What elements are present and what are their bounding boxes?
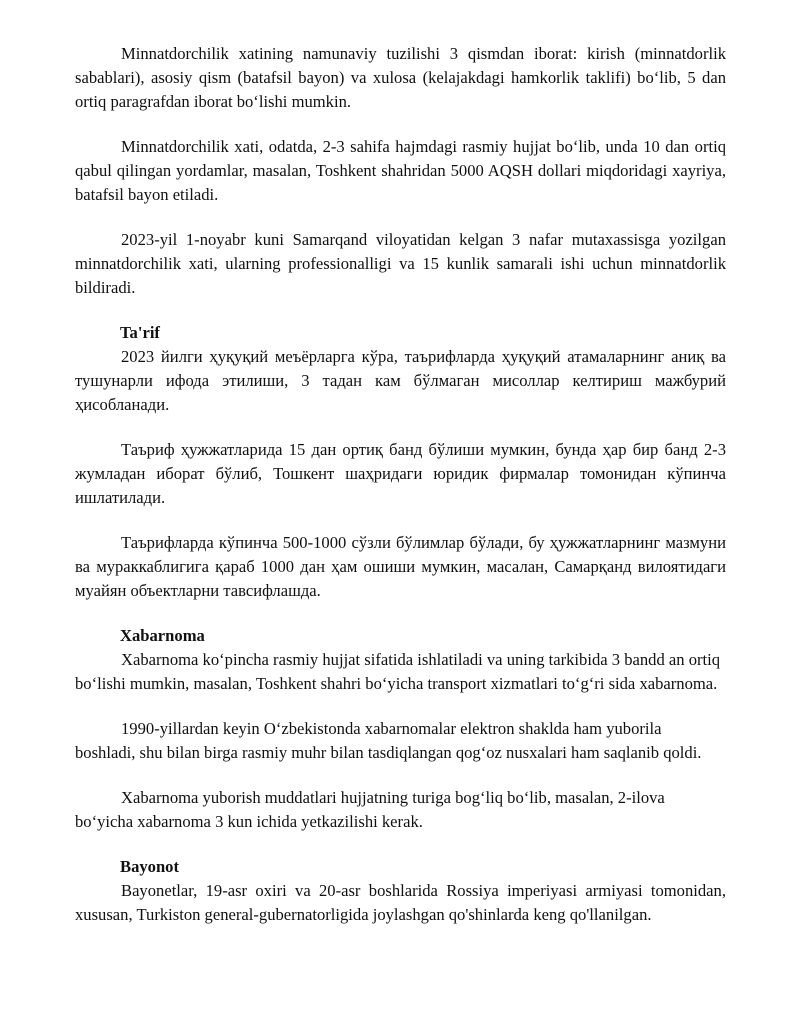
section-heading-bayonot: Bayonot xyxy=(120,857,180,876)
xabarnoma-paragraph-2: 1990-yillardan keyin O‘zbekistonda xabarnomalar elektron shaklda ham yuborila boshladi, shu bilan birga rasmiy muhr bilan tasdiqlangan qog‘oz nusxalari ham saqlanib qoldi. xyxy=(75,719,702,762)
xabarnoma-paragraph-3: Xabarnoma yuborish muddatlari hujjatning turiga bog‘liq bo‘lib, masalan, 2-ilova bo‘yicha xabarnoma 3 kun ichida yetkazilishi kerak. xyxy=(75,788,665,831)
intro-paragraph-3: 2023-yil 1-noyabr kuni Samarqand viloyatidan kelgan 3 nafar mutaxassisga yozilgan minnatdorchilik xati, ularning professionalligi va 15 kunlik samarali ishi uchun minnatdorlik bildiradi. xyxy=(75,230,726,297)
tarif-paragraph-3: Таърифларда кўпинча 500-1000 сўзли бўлимлар бўлади, бу ҳужжатларнинг мазмуни ва мураккаблигига қараб 1000 дан ҳам ошиши мумкин, масалан, Самарқанд вилоятидаги муайян объектларни тавсифлашда. xyxy=(75,533,726,600)
xabarnoma-paragraph-1: Xabarnoma ko‘pincha rasmiy hujjat sifatida ishlatiladi va uning tarkibida 3 bandd an ortiq bo‘lishi mumkin, masalan, Toshkent shahri bo‘yicha transport xizmatlari to‘g‘ri sida xabarnoma. xyxy=(75,650,721,693)
section-heading-xabarnoma: Xabarnoma xyxy=(120,626,205,645)
tarif-paragraph-2: Таъриф ҳужжатларида 15 дан ортиқ банд бўлиши мумкин, бунда ҳар бир банд 2-3 жумладан иборат бўлиб, Тошкент шаҳридаги юридик фирмалар томонидан кўпинча ишлатилади. xyxy=(75,440,726,507)
intro-paragraph-1: Minnatdorchilik xatining namunaviy tuzilishi 3 qismdan iborat: kirish (minnatdorlik sabablari), asosiy qism (batafsil bayon) va xulosa (kelajakdagi hamkorlik taklifi) bo‘lib, 5 dan ortiq paragrafdan iborat bo‘lishi mumkin. xyxy=(75,44,726,111)
tarif-paragraph-1: 2023 йилги ҳуқуқий меъёрларга кўра, таърифларда ҳуқуқий атамаларнинг аниқ ва тушунарли ифода этилиши, 3 тадан кам бўлмаган мисоллар келтириш мажбурий ҳисобланади. xyxy=(75,347,726,414)
intro-paragraph-2: Minnatdorchilik xati, odatda, 2-3 sahifa hajmdagi rasmiy hujjat bo‘lib, unda 10 dan ortiq qabul qilingan yordamlar, masalan, Toshkent shahridan 5000 AQSH dollari miqdoridagi xayriya, batafsil bayon etiladi. xyxy=(75,137,726,204)
bayonot-paragraph-1: Bayonetlar, 19-asr oxiri va 20-asr boshlarida Rossiya imperiyasi armiyasi tomonidan, xususan, Turkiston general-gubernatorligida joylashgan qo'shinlarda keng qo'llanilgan. xyxy=(75,881,726,924)
document-page xyxy=(75,42,726,948)
section-heading-tarif: Ta'rif xyxy=(120,323,160,342)
